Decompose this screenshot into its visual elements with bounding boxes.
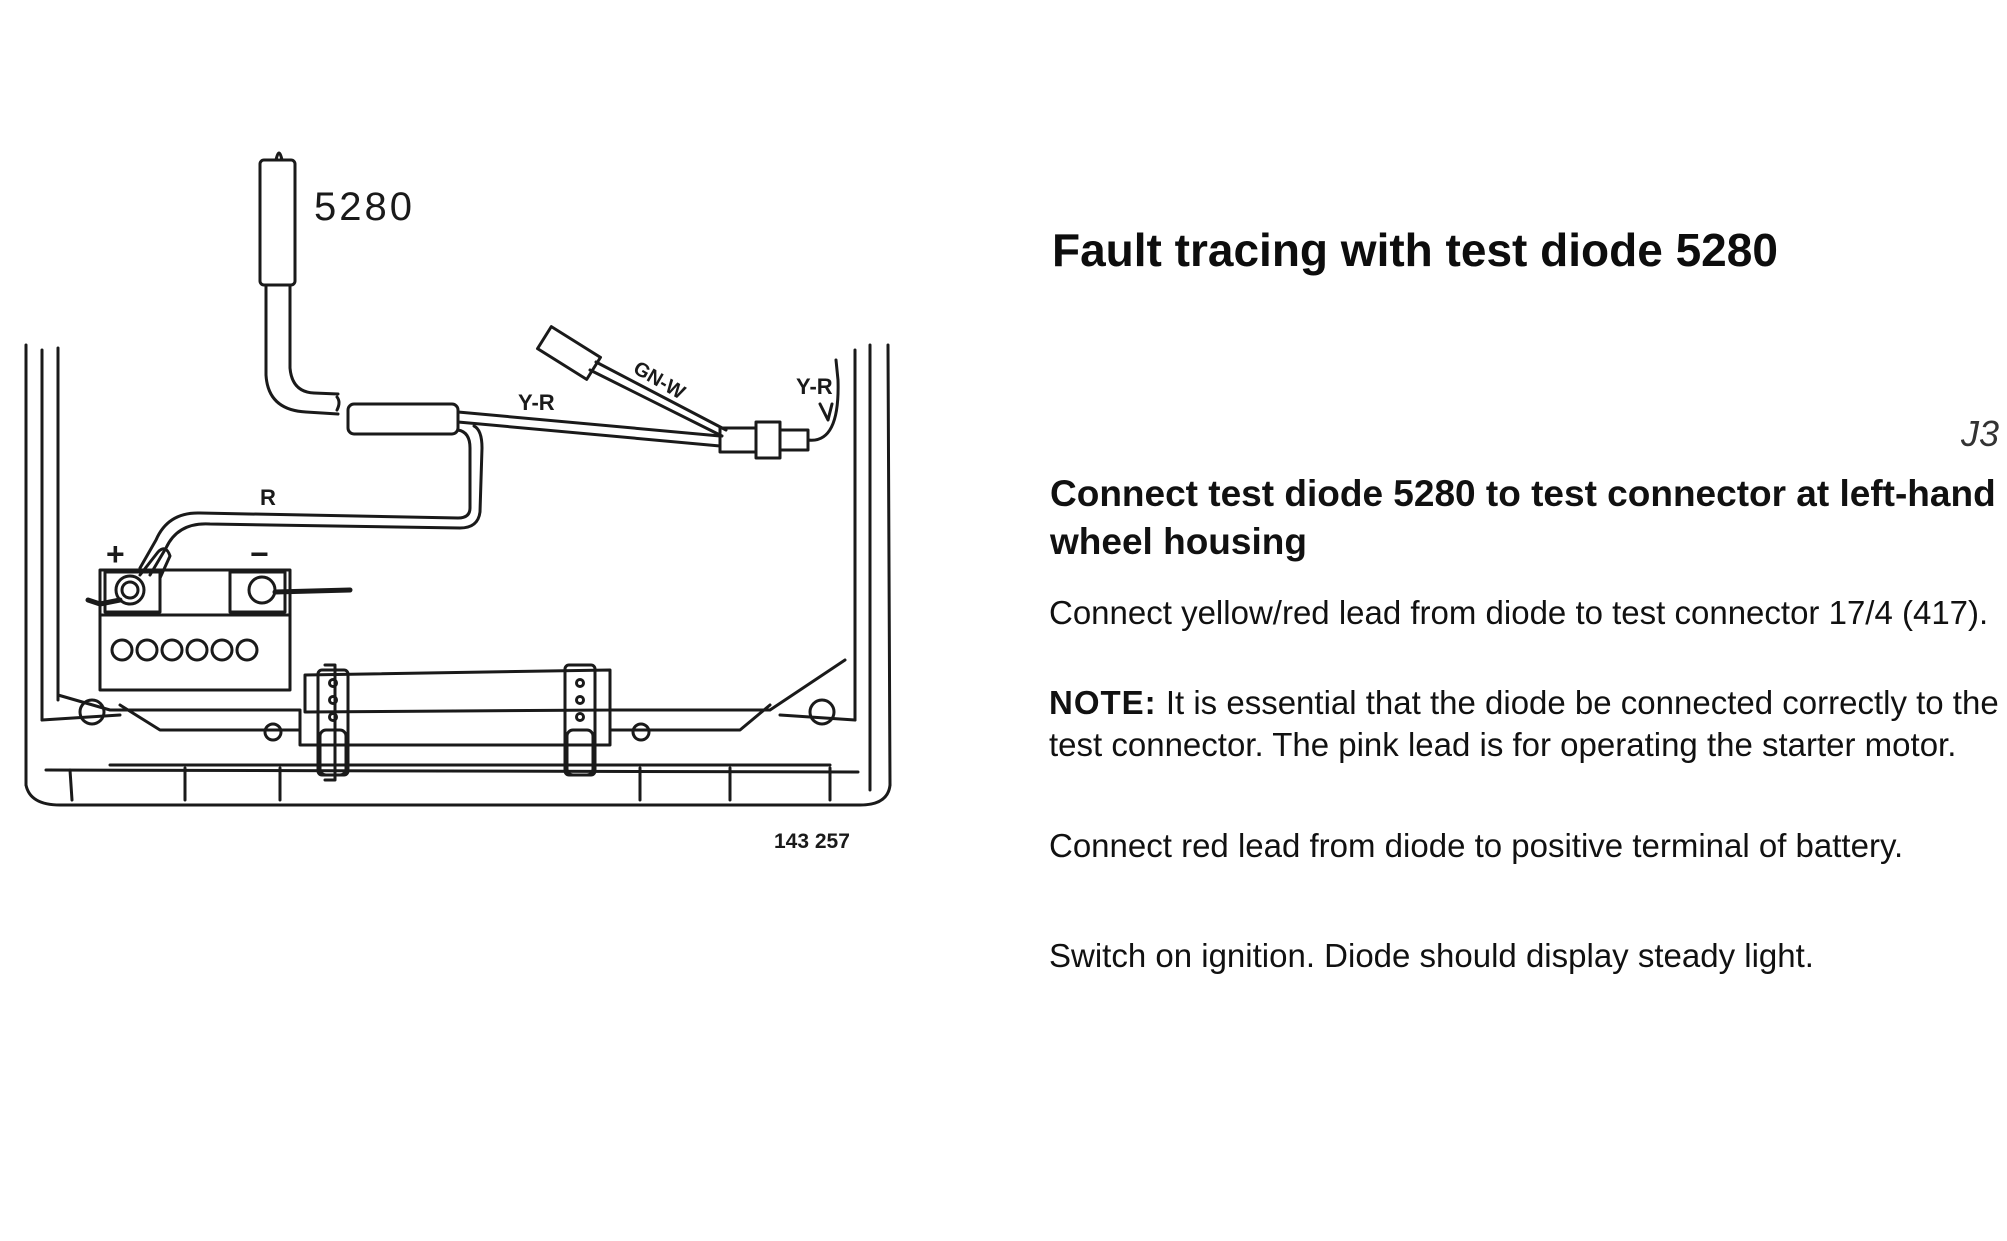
figure-number: 143 257 [774,830,850,853]
instruction-red-lead: Connect red lead from diode to positive terminal of battery. [1049,827,1904,864]
page-reference: J3 [1960,413,1999,454]
wire-label-gn-w: GN-W [629,357,689,405]
battery-tray [305,665,610,780]
note-text: It is essential that the diode be connected correctly to the test connector. The pink lead is for operating the starter motor. [1049,684,1999,763]
note-label: NOTE: [1049,684,1157,721]
wire-label-y-r-right: Y-R [796,374,833,399]
instruction-ignition: Switch on ignition. Diode should display steady light. [1049,937,1814,974]
wire-label-r: R [260,485,276,510]
battery [88,549,350,690]
battery-plus-label: + [106,536,125,572]
wiring-diagram [0,0,1000,900]
wire-label-y-r-left: Y-R [518,390,555,415]
red-lead [140,426,482,575]
yellow-red-lead [458,412,720,446]
tool-label: 5280 [314,185,415,229]
green-white-lead [538,327,726,436]
note-paragraph [1049,682,2001,766]
page-title: Fault tracing with test diode 5280 [1052,224,1778,276]
section-heading: Connect test diode 5280 to test connector at left-hand wheel housing [1050,473,1996,562]
instruction-yellow-red-lead: Connect yellow/red lead from diode to test connector 17/4 (417). [1049,594,1989,631]
battery-minus-label: − [250,536,269,572]
